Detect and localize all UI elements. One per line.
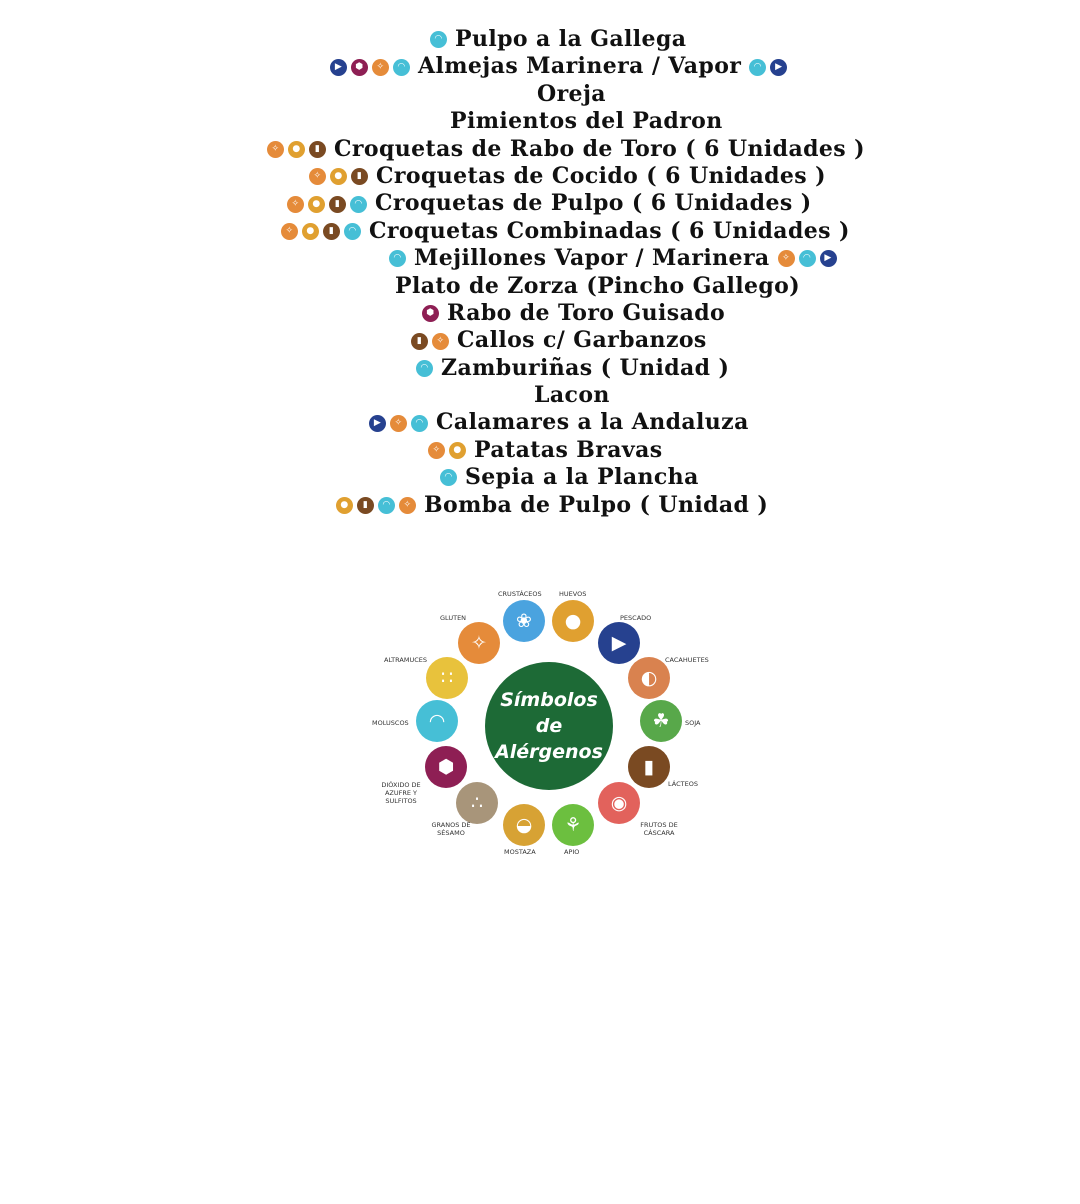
apio-label: APIO	[564, 848, 580, 856]
dish-name: Oreja	[537, 80, 606, 107]
dish-name: Croquetas de Pulpo ( 6 Unidades )	[375, 190, 812, 217]
moluscos-icon: ◠	[799, 250, 816, 267]
dish-name: Sepia a la Plancha	[465, 464, 699, 491]
allergen-chart	[360, 580, 720, 870]
dish-name: Pimientos del Padron	[450, 108, 723, 135]
menu-item	[0, 81, 1080, 108]
menu-item	[0, 26, 1080, 53]
menu-item	[0, 163, 1080, 190]
menu-item	[0, 437, 1080, 464]
lacteos-icon: ▮	[329, 196, 346, 213]
menu-item	[0, 136, 1080, 163]
dish-name: Bomba de Pulpo ( Unidad )	[424, 491, 769, 518]
huevos-label: HUEVOS	[559, 590, 587, 598]
gluten-icon: ✧	[458, 622, 500, 664]
granos-sesamo-label: GRANOS DE SÉSAMO	[431, 821, 471, 837]
menu-item	[0, 355, 1080, 382]
menu-item	[0, 245, 1080, 272]
moluscos-icon: ◠	[344, 223, 361, 240]
crustaceos-label: CRUSTÁCEOS	[498, 590, 542, 598]
huevos-icon: ●	[288, 141, 305, 158]
moluscos-icon: ◠	[749, 59, 766, 76]
pescado-icon: ▶	[598, 622, 640, 664]
dish-name: Zamburiñas ( Unidad )	[441, 354, 730, 381]
moluscos-icon: ◠	[393, 59, 410, 76]
pescado-icon: ▶	[369, 415, 386, 432]
moluscos-icon: ◠	[378, 497, 395, 514]
menu-item	[0, 218, 1080, 245]
pescado-icon: ▶	[770, 59, 787, 76]
lacteos-label: LÁCTEOS	[668, 780, 698, 788]
moluscos-icon: ◠	[416, 360, 433, 377]
dioxido-azufre-icon: ⬢	[351, 59, 368, 76]
gluten-icon: ✧	[428, 442, 445, 459]
mostaza-icon: ◒	[503, 804, 545, 846]
huevos-icon: ●	[552, 600, 594, 642]
pescado-icon: ▶	[820, 250, 837, 267]
apio-icon: ⚘	[552, 804, 594, 846]
moluscos-icon: ◠	[416, 700, 458, 742]
lacteos-icon: ▮	[357, 497, 374, 514]
lacteos-icon: ▮	[411, 333, 428, 350]
moluscos-icon: ◠	[389, 250, 406, 267]
dish-name: Croquetas Combinadas ( 6 Unidades )	[369, 217, 850, 244]
menu-item	[0, 300, 1080, 327]
menu-item	[0, 108, 1080, 135]
mostaza-label: MOSTAZA	[504, 848, 536, 856]
dioxido-azufre-icon: ⬢	[422, 305, 439, 322]
soja-label: SOJA	[685, 719, 701, 727]
title-line: de	[535, 715, 563, 737]
dioxido-azufre-label: DIÓXIDO DE AZUFRE Y SULFITOS	[381, 781, 421, 805]
moluscos-icon: ◠	[430, 31, 447, 48]
moluscos-icon: ◠	[411, 415, 428, 432]
menu-item	[0, 190, 1080, 217]
dish-name: Callos c/ Garbanzos	[457, 327, 707, 354]
gluten-icon: ✧	[309, 168, 326, 185]
gluten-icon: ✧	[432, 333, 449, 350]
altramuces-icon: ∷	[426, 657, 468, 699]
gluten-icon: ✧	[281, 223, 298, 240]
gluten-icon: ✧	[287, 196, 304, 213]
dish-name: Calamares a la Andaluza	[436, 409, 749, 436]
menu-list	[0, 26, 1080, 519]
huevos-icon: ●	[302, 223, 319, 240]
moluscos-icon: ◠	[440, 469, 457, 486]
frutos-cascara-icon: ◉	[598, 782, 640, 824]
menu-item	[0, 53, 1080, 80]
moluscos-label: MOLUSCOS	[372, 719, 409, 727]
lacteos-icon: ▮	[351, 168, 368, 185]
dish-name: Rabo de Toro Guisado	[447, 299, 726, 326]
pescado-icon: ▶	[330, 59, 347, 76]
title-line: Símbolos	[500, 689, 598, 711]
crustaceos-icon: ❀	[503, 600, 545, 642]
huevos-icon: ●	[336, 497, 353, 514]
huevos-icon: ●	[449, 442, 466, 459]
pescado-label: PESCADO	[620, 614, 652, 622]
menu-item	[0, 409, 1080, 436]
moluscos-icon: ◠	[350, 196, 367, 213]
cacahuetes-label: CACAHUETES	[665, 656, 709, 664]
dish-name: Pulpo a la Gallega	[455, 26, 687, 52]
menu-item	[0, 464, 1080, 491]
lacteos-icon: ▮	[628, 746, 670, 788]
dish-name: Almejas Marinera / Vapor	[418, 53, 742, 80]
lacteos-icon: ▮	[309, 141, 326, 158]
menu-item	[0, 273, 1080, 300]
menu-item	[0, 382, 1080, 409]
dish-name: Croquetas de Cocido ( 6 Unidades )	[376, 162, 826, 189]
frutos-cascara-label: FRUTOS DE CÁSCARA	[640, 821, 678, 837]
allergen-chart-title	[485, 662, 613, 790]
dish-name: Lacon	[534, 382, 610, 409]
altramuces-label: ALTRAMUCES	[384, 656, 427, 664]
granos-sesamo-icon: ∴	[456, 782, 498, 824]
title-line: Alérgenos	[495, 741, 603, 763]
gluten-icon: ✧	[778, 250, 795, 267]
menu-item	[0, 327, 1080, 354]
dioxido-azufre-icon: ⬢	[425, 746, 467, 788]
gluten-icon: ✧	[399, 497, 416, 514]
menu-item	[0, 492, 1080, 519]
cacahuetes-icon: ◐	[628, 657, 670, 699]
huevos-icon: ●	[330, 168, 347, 185]
dish-name: Plato de Zorza (Pincho Gallego)	[395, 272, 801, 299]
gluten-icon: ✧	[267, 141, 284, 158]
gluten-label: GLUTEN	[440, 614, 467, 622]
soja-icon: ☘	[640, 700, 682, 742]
huevos-icon: ●	[308, 196, 325, 213]
dish-name: Patatas Bravas	[474, 436, 663, 463]
dish-name: Mejillones Vapor / Marinera	[414, 245, 770, 272]
gluten-icon: ✧	[372, 59, 389, 76]
gluten-icon: ✧	[390, 415, 407, 432]
lacteos-icon: ▮	[323, 223, 340, 240]
dish-name: Croquetas de Rabo de Toro ( 6 Unidades )	[334, 135, 865, 162]
